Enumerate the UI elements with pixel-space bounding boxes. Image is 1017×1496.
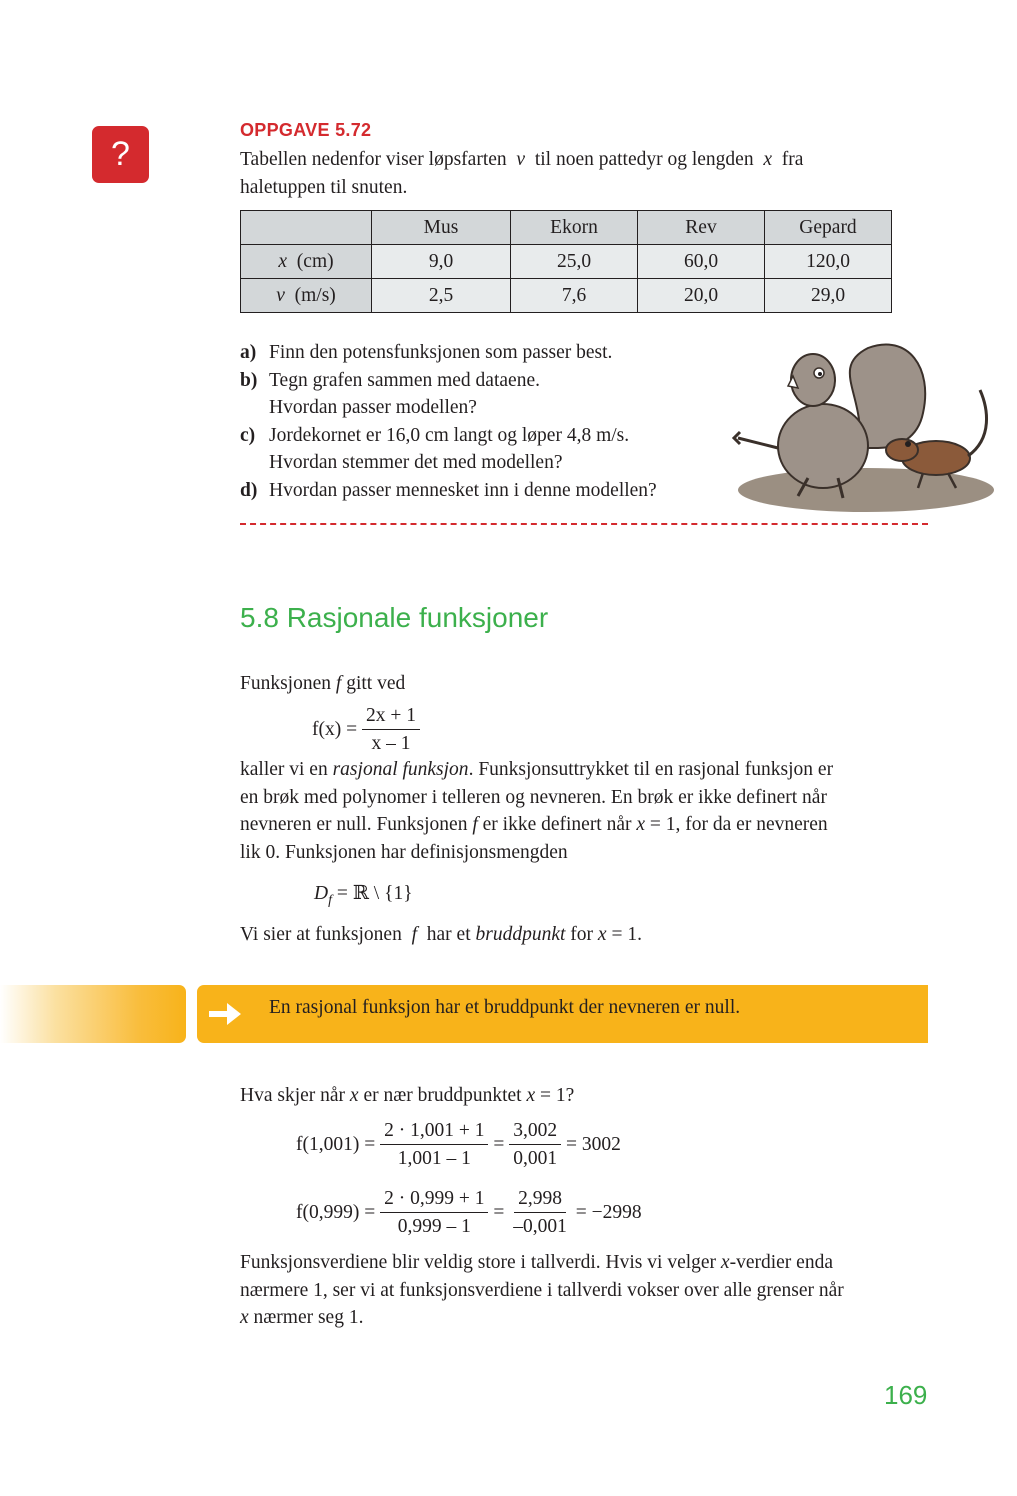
page-number: 169 <box>884 1380 928 1410</box>
keybox-gradient <box>0 985 186 1043</box>
arrow-right-icon <box>209 1001 243 1027</box>
table-row <box>241 245 892 279</box>
table-header-cell: Mus <box>372 211 511 245</box>
question-badge-icon: ? <box>92 126 149 183</box>
table-cell: 60,0 <box>638 245 765 279</box>
subquestion-list <box>240 339 740 504</box>
table-cell: 2,5 <box>372 279 511 313</box>
paragraph-intro: Funksjonen f gitt ved <box>240 673 406 694</box>
equation-f: f(x) = $\frac{2x + 1}{x - 1}$ <box>312 703 420 758</box>
paragraph-definition: kaller vi en rasjonal funksjon. Funksjonsuttrykket til en rasjonal funksjon er en brøk med polynomer i telleren og nevneren. En brøk er ikke definert når nevneren er null. Funksjonen f er ikke definert når x = 1, for da er nevneren lik 0. Funksjonen har definisjonsmengden <box>240 759 834 863</box>
table-header-row <box>241 211 892 245</box>
subquestion-a: a) Finn den potensfunksjonen som passer best. <box>240 342 613 363</box>
table-header-cell: Rev <box>638 211 765 245</box>
exercise-divider <box>240 523 928 525</box>
table-header-cell: Ekorn <box>511 211 638 245</box>
keybox-text: En rasjonal funksjon har et bruddpunkt der nevneren er null. <box>269 997 741 1018</box>
table-row <box>241 279 892 313</box>
paragraph-bruddpunkt: Vi sier at funksjonen f har et bruddpunkt for x = 1. <box>240 924 642 945</box>
table-cell: 9,0 <box>372 245 511 279</box>
row-label-x: x (cm) <box>241 245 372 279</box>
paragraph-conclusion: Funksjonsverdiene blir veldig store i tallverdi. Hvis vi velger x-verdier enda nærmere 1, ser vi at funksjonsverdiene i tallverdi vokser over alle grenser når x nærmer seg 1. <box>240 1252 844 1328</box>
equation-f-0999: f(0,999) = $\frac{2 \cdot 0,999 + 1}{0,999 - 1}$ = $\frac{2,998}{-0,001}$ = −2998 <box>296 1188 642 1237</box>
equation-f-1001: f(1,001) = $\frac{2 \cdot 1,001 + 1}{1,001 - 1}$ = $\frac{3,002}{0,001}$ = 3002 <box>296 1120 621 1169</box>
section-title: 5.8 Rasjonale funksjoner <box>240 602 549 633</box>
table-cell: 25,0 <box>511 245 638 279</box>
exercise-intro: Tabellen nedenfor viser løpsfarten v til noen pattedyr og lengden x fra haletuppen til snuten. <box>240 149 804 198</box>
data-table <box>240 210 892 313</box>
row-label-v: v (m/s) <box>241 279 372 313</box>
squirrel-mouse-illustration <box>718 328 1000 516</box>
question-near-breakpoint: Hva skjer når x er nær bruddpunktet x = 1? <box>240 1085 575 1106</box>
table-header-cell: Gepard <box>765 211 892 245</box>
subquestion-d: d) Hvordan passer mennesket inn i denne modellen? <box>240 479 657 501</box>
keybox <box>197 985 928 1043</box>
subquestion-c: c) Jordekornet er 16,0 cm langt og løper 4,8 m/s. Hvordan stemmer det med modellen? <box>240 424 630 473</box>
exercise-label: OPPGAVE 5.72 <box>240 120 372 140</box>
table-cell: 20,0 <box>638 279 765 313</box>
domain-equation: $D_f$ = ℝ \ {1} <box>314 883 413 908</box>
subquestion-b: b) Tegn grafen sammen med dataene. Hvordan passer modellen? <box>240 369 540 418</box>
table-cell: 29,0 <box>765 279 892 313</box>
table-header-cell <box>241 211 372 245</box>
table-cell: 120,0 <box>765 245 892 279</box>
table-cell: 7,6 <box>511 279 638 313</box>
